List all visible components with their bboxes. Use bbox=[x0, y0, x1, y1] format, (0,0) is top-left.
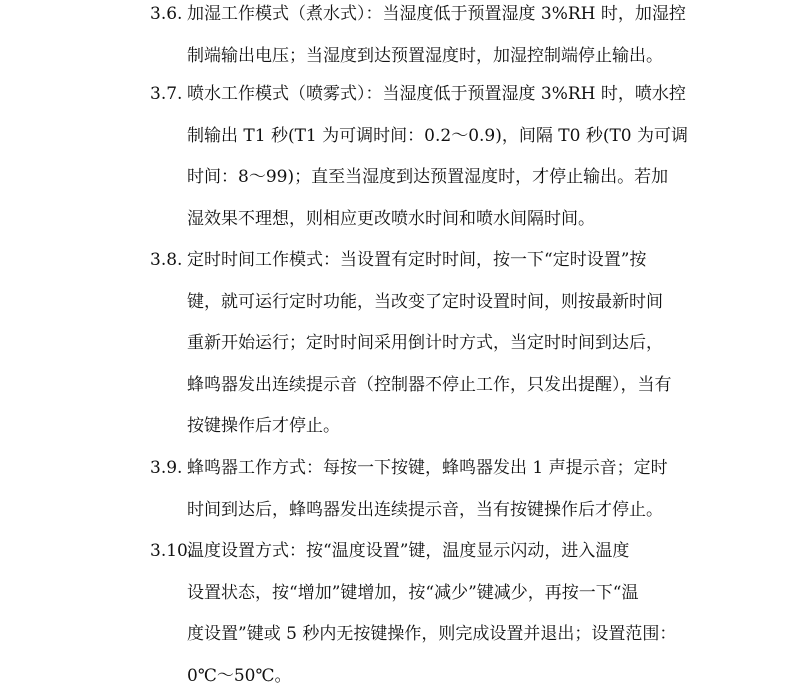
section-number: 3.10. bbox=[150, 541, 194, 561]
paragraph-line: 蜂鸣器工作方式：每按一下按键，蜂鸣器发出 1 声提示音；定时 bbox=[187, 458, 668, 478]
paragraph-line: 按键操作后才停止。 bbox=[187, 416, 340, 437]
paragraph-line: 加湿工作模式（煮水式）：当湿度低于预置湿度 3%RH 时，加湿控 bbox=[187, 4, 686, 24]
paragraph-line: 设置状态，按“增加”键增加，按“减少”键减少，再按一下“温 bbox=[187, 582, 639, 603]
paragraph-line: 温度设置方式：按“温度设置”键，温度显示闪动，进入温度 bbox=[187, 541, 630, 561]
section-number: 3.8. bbox=[150, 250, 183, 270]
paragraph-line: 喷水工作模式（喷雾式）：当湿度低于预置湿度 3%RH 时，喷水控 bbox=[187, 84, 686, 104]
paragraph-line: 蜂鸣器发出连续提示音（控制器不停止工作，只发出提醒），当有 bbox=[187, 374, 672, 395]
paragraph-line: 度设置”键或 5 秒内无按键操作，则完成设置并退出；设置范围： bbox=[187, 624, 677, 645]
paragraph-line: 湿效果不理想，则相应更改喷水时间和喷水间隔时间。 bbox=[187, 208, 595, 229]
paragraph-line: 制端输出电压；当湿度到达预置湿度时，加湿控制端停止输出。 bbox=[187, 45, 663, 66]
section-number: 3.7. bbox=[150, 84, 183, 104]
paragraph-line: 时间：8～99)；直至当湿度到达预置湿度时，才停止输出。若加 bbox=[187, 167, 669, 188]
paragraph-line: 制输出 T1 秒(T1 为可调时间：0.2～0.9)，间隔 T0 秒(T0 为可调 bbox=[187, 125, 689, 146]
paragraph-line: 0℃～50℃。 bbox=[187, 665, 292, 686]
section-number: 3.6. bbox=[150, 4, 183, 24]
paragraph-line: 时间到达后，蜂鸣器发出连续提示音，当有按键操作后才停止。 bbox=[187, 499, 663, 520]
paragraph-line: 定时时间工作模式：当设置有定时时间，按一下“定时设置”按 bbox=[187, 250, 647, 270]
section-number: 3.9. bbox=[150, 458, 183, 478]
paragraph-line: 键，就可运行定时功能，当改变了定时设置时间，则按最新时间 bbox=[187, 291, 663, 312]
paragraph-line: 重新开始运行；定时时间采用倒计时方式，当定时时间到达后， bbox=[187, 333, 663, 354]
